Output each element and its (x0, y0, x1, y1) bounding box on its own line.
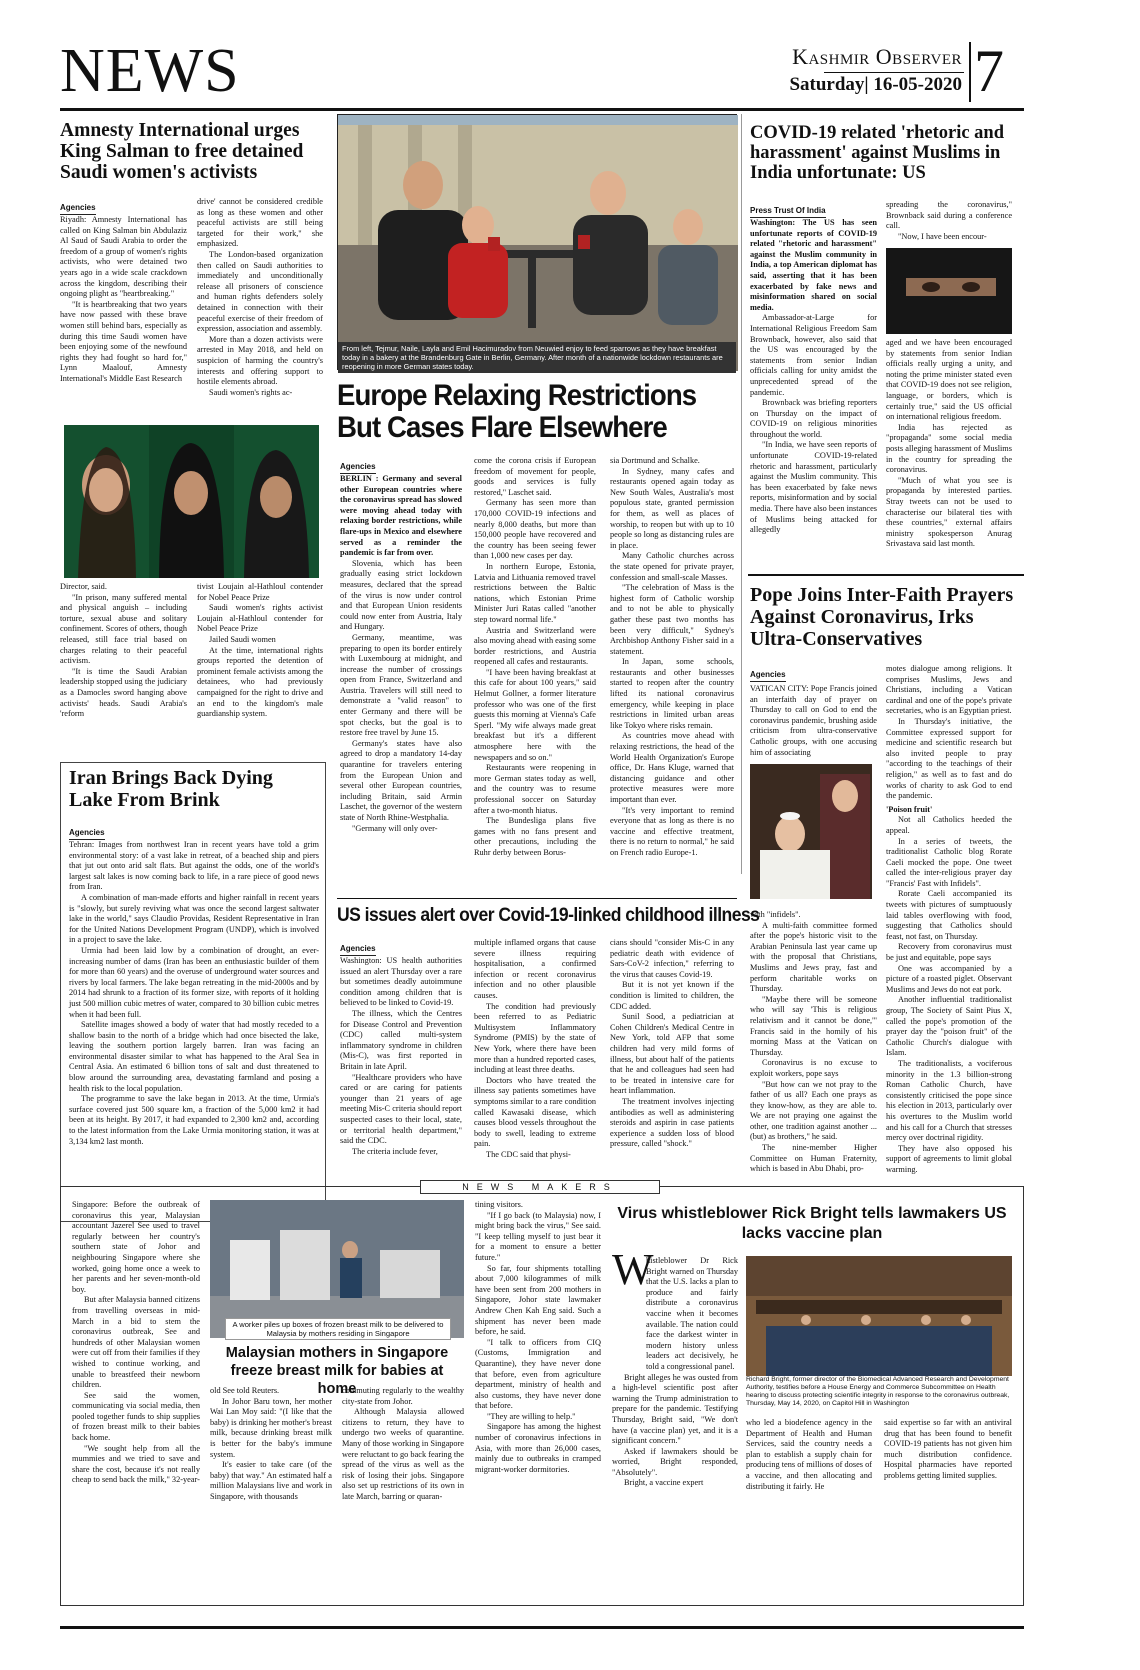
europe-byline: Agencies (340, 462, 376, 474)
paragraph: Ambassador-at-Large for International Religious Freedom Sam Brownback, however, also said that the US was encouraged by the statements from senior Indian officials calling for unity amidst the unprecedented spread of the pandemic. (750, 313, 877, 397)
section-title: NEWS (60, 37, 240, 105)
paragraph: "It's very important to remind everyone that as long as there is no vaccine and effective treatment, there is no return to normal," he said on French radio Europe-1. (610, 805, 734, 857)
paragraph: "The celebration of Mass is the highest form of Catholic worship and to not be able to physically gather these past two months has been very difficult," Sydney's Archbishop Anthony Fisher said in a statement. (610, 583, 734, 656)
paragraph: The nine-member Higher Committee on Human Fraternity, which is based in Abu Dhabi, pro- (750, 1143, 877, 1174)
childhood-col-2 (474, 938, 596, 1174)
paragraph: One was accompanied by a picture of a roasted piglet. Observant Muslims and Jews do not eat pork. (886, 963, 1012, 994)
subhead-text: 'Poison fruit' (886, 804, 933, 814)
paragraph: "In prison, many suffered mental and physical anguish – including torture, sexual abuse and solitary confinement. Scores of others, though released, still face trial based on charges relating to their peaceful activism. (60, 592, 187, 666)
singapore-col-3 (342, 1386, 464, 1596)
covid-muslims-col-2 (886, 338, 1012, 570)
bright-headline: Virus whistleblower Rick Bright tells lawmakers US lacks vaccine plan (617, 1205, 1007, 1242)
paragraph: Recovery from coronavirus must be just and equitable, pope says (886, 942, 1012, 963)
paragraph: Doctors who have treated the illness say patients sometimes have symptoms similar to a rare condition called Kawasaki disease, which causes blood vessels throughout the body to swell, leading to extreme pain. (474, 1075, 596, 1149)
paragraph: "We sought help from all the mummies and we tried to save and share the cost, because it's not really cheap to send back the milk," 32-year- (72, 1443, 200, 1485)
paper-name-underline (824, 72, 964, 73)
paragraph: See said the women, communicating via social media, then pooled together funds to ship supplies of frozen breast milk to their babies back home. (72, 1390, 200, 1443)
paragraph: But it is not yet known if the condition is limited to children, the CDC added. (610, 980, 734, 1011)
berlin-photo-caption: From left, Tejmur, Naile, Layla and Emil Hacimuradov from Neuwied enjoy to feed sparrows as they have breakfast today in a bakery at the Brandenburg Gate in Berlin, Germany. After month of a nationwide lockdown restaurants are reopening in more German states today. (338, 342, 736, 373)
paragraph: In Thursday's initiative, the Committee expressed support for medicine and scientific research but also invited people to pray "according to the teachings of their religion," as well as to fast and do works of charity to ask God to end the pandemic. (886, 716, 1012, 801)
paragraph: The Bundesliga plans five games with no fans present and other precautions, including the Ruhr derby between Borus- (474, 816, 596, 857)
paragraph: Restaurants were reopening in more German states today as well, and the country was to resume professional soccer on Saturday after a two-month hiatus. (474, 763, 596, 815)
paragraph: Jailed Saudi women (209, 634, 276, 644)
masthead-divider (969, 42, 971, 102)
childhood-col-1 (340, 956, 462, 1174)
covid-lead (750, 218, 877, 313)
paragraph: The condition had previously been referred to as Pediatric Multisystem Inflammatory Syndrome (PMIS) by the state of New York, where there have been more than a hundred reported cases, including at least three deaths. (474, 1001, 596, 1075)
paragraph: Satellite images showed a body of water that had mostly receded to a shallow basin to the north of a bridge which had once bisected the lake, leaving the southern portion largely barren. Iran was facing an environmental disaster similar to what has happened to the Aral Sea in Central Asia. An estimated 6 billion tons of salt and dust threatened to blow around the surrounding area, devastating farmland and posing a health risk to the local population. (69, 1020, 319, 1093)
paragraph: The London-based organization then called on Saudi authorities to immediately and unconditionally release all prisoners of conscience and human rights defenders solely detained in connection with their peaceful exercise of their freedom of expression, association and assembly. (197, 249, 323, 334)
paragraph: tivist Loujain al-Hathloul contender for Nobel Peace Prize (197, 582, 323, 602)
paragraph: histleblower Dr Rick Bright warned on Thursday that the U.S. lacks a plan to produce and fairly distribute a coronavirus vaccine when it becomes available. The nation could face the darkest winter in modern history unless leaders act decisively, he told a congressional panel. (646, 1256, 738, 1371)
paragraph: "Maybe there will be someone who will say 'This is religious relativism and it cannot be done,'" Francis said in the homily of his morning Mass at the Vatican on Thursday. (750, 994, 877, 1057)
paragraph: aged and we have been encouraged by statements from senior Indian officials really urging a unity, and noting the prime minister stated even that COVID-19 does not see religion, language, or borders, which is certainly true," said the US official on international religious freedom. (886, 338, 1012, 422)
paragraph: Director, said. (60, 582, 107, 591)
right-column-rule (741, 114, 742, 874)
paragraph: old See told Reuters. (210, 1386, 280, 1395)
childhood-byline-wrap (340, 938, 376, 956)
paragraph: Germany has seen more than 170,000 COVID-19 infections and nearly 8,000 deaths, but more than 150,000 people have recovered and the country has been seeing fewer than 1,000 new cases per day. (474, 498, 596, 561)
amnesty-headline: Amnesty International urges King Salman to free detained Saudi women's activists (60, 120, 304, 184)
paragraph: Bright alleges he was ousted from a high-level scientific post after warning the Trump administration to prepare for the pandemic. Testifying Thursday, Bright said, "We don't have (a vaccine plan) yet, and it is a significant concern." (612, 1372, 738, 1446)
veil-illustration (886, 248, 1012, 334)
amnesty-col-2 (197, 197, 323, 417)
singapore-headline: Malaysian mothers in Singapore freeze breast milk for babies at home (225, 1345, 449, 1397)
paragraph: Bright, a vaccine expert (624, 1478, 704, 1488)
pope-photo (750, 764, 872, 899)
paragraph: A combination of man-made efforts and higher rainfall in recent years is "slowly, but surely reviving what was once the second largest saltwater lake in the world," says Claudio Providas, Resident Representative in Iran for the United Nations Development Program (UNDP), which is involved in a project to save the lake. (69, 892, 319, 945)
paragraph: spreading the coronavirus," Brownback said during a conference call. (886, 200, 1012, 231)
paragraph: Slovenia, which has been gradually easing strict lockdown measures, declared that the spread of the virus is now under control and that European Union residents could now enter from Austria, Italy and Hungary. (340, 558, 462, 632)
paragraph: Riyadh: Amnesty International has called on King Salman bin Abdulaziz Al Saud of Saudi Arabia to order the freedom of a group of women's rights activists, who were detained two years ago in a wide scale crackdown across the kingdom, describing their ongoing plight as "heartbreaking." (60, 215, 187, 299)
singapore-intro (72, 1200, 200, 1600)
cafe-illustration (338, 115, 738, 371)
bright-col-1 (612, 1256, 738, 1596)
berlin-cafe-photo (337, 114, 737, 370)
paragraph: "If I go back (to Malaysia) now, I might bring back the virus," See said. "I keep telling myself to just bear it for a moment to ensure a better future." (475, 1210, 601, 1262)
pope-headline: Pope Joins Inter-Faith Prayers Against Coronavirus, Irks Ultra-Conservatives (750, 584, 1014, 650)
paragraph: The criteria include fever, (352, 1146, 438, 1156)
paragraph: The programme to save the lake began in 2013. At the time, Urmia's surface covered just 500 square km, a fraction of the 5,000 km2 it had been at its height. By 2017, it had expanded to 2,300 km2 and, according to the latest information from the Lake Urmia monitoring station, it was at 3,134 km2 last month. (69, 1094, 319, 1146)
covid-muslims-col-2-top (886, 200, 1012, 240)
paragraph: At the time, international rights groups reported the detention of prominent female activists among the detainees, who had previously campaigned for the right to drive and an end to the kingdom's male guardianship system. (197, 645, 323, 719)
paragraph: multiple inflamed organs that cause severe illness requiring hospitalisation, a confirmed infection or recent coronavirus infection and no other plausible causes. (474, 938, 596, 1000)
amnesty-col-4 (197, 582, 323, 722)
paragraph: Another influential traditionalist group, The Society of Saint Pius X, called the pope's promotion of the prayer day the "poison fruit" of the Catholic Church's dialogue with Islam. (886, 995, 1012, 1058)
paragraph: said expertise so far with an antiviral drug that has been found to benefit COVID-19 patients has not given him much distribution confidence. Hospital pharmacies have reported problems getting limited supplies. (884, 1418, 1012, 1480)
paragraph: In Sydney, many cafes and restaurants opened again today as New South Wales, Australia's most populous state, granted permission for them, as well as places of worship, to reopen but with up to 10 people so long as distancing rules are in place. (610, 466, 734, 550)
amnesty-byline-wrap (60, 197, 96, 215)
hearing-caption: Richard Bright, former director of the Biomedical Advanced Research and Development Authority, testifies before a House Energy and Commerce Subcommittee on Health hearing to discuss protecting scientific integrity in response to the coronavirus outbreak, Thursday, May 14, 2020, on Capitol Hill in Washington (746, 1376, 1012, 1408)
iran-byline-wrap (69, 822, 105, 840)
paragraph: Austria and Switzerland were also moving ahead with easing some border restrictions, and Austria reopened all cafes and restaurants. (474, 625, 596, 667)
paragraph: with "infidels". (750, 910, 801, 919)
childhood-col-3 (610, 938, 734, 1174)
paragraph: Although Malaysia allowed citizens to return, they have to undergo two weeks of quarantine. Many of those working in Singapore were reluctant to go back fearing the spread of the virus as well as the risk of losing their jobs. Singapore also set up restrictions of its own in late March, barring or quaran- (342, 1407, 464, 1501)
paragraph: A multi-faith committee formed after the pope's historic visit to the Arabian Peninsula last year came up with the proposal that Christians, Muslims and Jews pray, fast and perform charitable works on Thursday. (750, 920, 877, 994)
paragraph: "Much of what you see is propaganda by interested parties. Stray tweets can not be used to characterise our bilateral ties with these countries," external affairs ministry spokesperson Anurag Srivastava said last month. (886, 475, 1012, 549)
europe-headline: Europe Relaxing Restrictions But Cases Flare Elsewhere (337, 379, 697, 444)
childhood-headline: US issues alert over Covid-19-linked childhood illness (337, 904, 760, 926)
iran-byline: Agencies (69, 828, 105, 840)
section-rule (748, 574, 1024, 576)
pope-illustration (750, 764, 872, 899)
issue-date: Saturday| 16-05-2020 (789, 74, 962, 95)
breast-milk-caption: A worker piles up boxes of frozen breast milk to be delivered to Malaysia by mothers residing in Singapore (225, 1318, 451, 1340)
paragraph: "Healthcare providers who have cared or are caring for patients younger than 21 years of age meeting Mis-C criteria should report suspected cases to their local, state, or territorial health department," said the CDC. (340, 1072, 462, 1146)
iran-headline: Iran Brings Back Dying Lake From Brink (69, 767, 273, 811)
paragraph: motes dialogue among religions. It comprises Muslims, Jews and Christians, including a Vatican cardinal and one of the pope's private secretaries, who is an Egyptian priest. (886, 664, 1012, 716)
pope-col-2 (886, 664, 1012, 1174)
paragraph: Sunil Sood, a pediatrician at Cohen Children's Medical Centre in New York, told AFP that some children had very mild forms of illness, but about half of the patients that he and colleagues had seen had to be treated in intensive care for heart inflammation. (610, 1012, 734, 1096)
paragraph: "I have been having breakfast at this cafe for about 100 years," said Helmut Gollner, a former literature professor who was one of the first guests this morning at Vienna's Cafe Sperl. "My wife always made great breakfast but it's a different atmosphere here with the newspapers and so on." (474, 667, 596, 762)
paragraph: "It is heartbreaking that two years have now passed with these brave women still behind bars, especially as during this time Saudi women have been enjoying some of the newfound rights they had fought so hard for," Lynn Maalouf, Amnesty International's Middle East Research (60, 299, 187, 383)
lead-text: BERLIN : Germany and several other European countries where the coronavirus spread has slowed were moving ahead today with relaxing border restrictions, while flare-ups in Mexico and elsewhere served as a reminder the pandemic is far from over. (340, 474, 462, 558)
newsmakers-label: NEWS MAKERS (420, 1180, 660, 1194)
covid-muslims-headline: COVID-19 related 'rhetoric and harassment' against Muslims in India unfortunate: US (750, 123, 1004, 183)
footer-rule (60, 1626, 1024, 1629)
amnesty-col-3 (60, 582, 187, 722)
portraits-illustration (64, 425, 319, 578)
paragraph: The traditionalists, a vociferous minority in the 1.3 billion-strong Roman Catholic Church, have consistently criticised the pope since his election in 2013, particularly over his overtures to the Muslim world and his call for a Church that stresses mercy over doctrinal rigidity. (886, 1058, 1012, 1143)
page-number: 7 (974, 38, 1004, 104)
paragraph: In Japan, some schools, restaurants and other businesses started to reopen after the country lifted its national coronavirus emergency, while keeping in place restrictions in limited urban areas like Tokyo where risks remain. (610, 657, 734, 730)
europe-col-1 (340, 474, 462, 890)
amnesty-col-1 (60, 215, 187, 415)
hearing-illustration (746, 1256, 1012, 1376)
paragraph: Saudi women's rights activist Loujain al-Hathloul contender for Nobel Peace Prize (197, 603, 323, 634)
paragraph: Germany's states have also agreed to drop a mandatory 14-day quarantine for travelers entering from the European Union and several other European countries, including Britain, said Armin Laschet, the governor of the western state of North Rhine-Westphalia. (340, 738, 462, 822)
paragraph: Coronavirus is no excuse to exploit workers, pope says (750, 1058, 877, 1078)
paragraph: Tehran: Images from northwest Iran in recent years have told a grim environmental story: of a vast lake in retreat, of a beached ship and piers that jut out onto arid salt flats. But against the odds, one of the world's largest salt lakes is now coming back to life, in a rare piece of good news from Iran. (69, 840, 319, 892)
pope-byline-wrap (750, 664, 786, 682)
paragraph: It's easier to take care (of the baby) that way." An estimated half a million Malaysians live and work in Singapore, with thousands (210, 1460, 332, 1501)
paragraph: India has rejected as "propaganda" some social media posts alleging harassment of Muslims in the country for spreading the coronavirus. (886, 422, 1012, 475)
paragraph: cians should "consider Mis-C in any pediatric death with evidence of Sars-CoV-2 infection," referring to the virus that causes Covid-19. (610, 938, 734, 979)
paragraph: In a series of tweets, the traditionalist Catholic blog Rorate Caeli mocked the pope. One tweet called the inter-religious prayer day "Francis' Fast with Infidels". (886, 836, 1012, 888)
paper-name: Kashmir Observer (792, 44, 962, 69)
paragraph: Singapore: Before the outbreak of coronavirus this year, Malaysian accountant Jazerel See used to travel regularly between her country's southern state of Johor and neighbouring Singapore where she worked, going home once a week to her parents and her seven-month-old boy. (72, 1200, 200, 1294)
paragraph: "I talk to officers from CIQ (Customs, Immigration and Quarantine), they have never done that before, even from agriculture department, ministry of health and also customs, they have never done that before. (475, 1337, 601, 1411)
paragraph: But after Malaysia banned citizens from travelling overseas in mid-March in a bid to stem the coronavirus outbreak, See and hundreds of other Malaysian women were cut off from their families if they wished to continue working, and unable to breastfeed their newborn children. (72, 1295, 200, 1390)
paragraph: Brownback was briefing reporters on Thursday on the impact of COVID-19 on religious minorities throughout the world. (750, 398, 877, 439)
amnesty-byline: Agencies (60, 203, 96, 215)
paragraph: Germany, meantime, was preparing to open its border entirely with Luxembourg at midnight, and increase the number of crossings open from France, Switzerland and Austria. Travelers will still need to demonstrate a "valid reason" to enter Germany and there will be spot checks, but the goal is to restore free travel by June 15. (340, 632, 462, 738)
pope-col-1b (750, 910, 877, 1172)
paragraph: As countries move ahead with relaxing restrictions, the head of the World Health Organization's Europe office, Dr. Hans Kluge, warned that distancing guidance and other protective measures were more important than ever. (610, 731, 734, 804)
paragraph: In northern Europe, Estonia, Latvia and Lithuania removed travel restrictions between the Baltic nations, which Estonian Prime Minister Juri Ratas called "another step toward normal life." (474, 561, 596, 624)
covid-byline-wrap (750, 200, 826, 218)
paragraph: "In India, we have seen reports of unfortunate COVID-19-related rhetoric and harassment, particularly against the Muslim community. This has been exacerbated by fake news reports, misinformation and by social media. There have also been instances of Muslims being attacked for allegedly (750, 440, 878, 535)
paragraph: Asked if lawmakers should be worried, Bright responded, "Absolutely". (612, 1446, 738, 1477)
pope-byline: Agencies (750, 670, 786, 682)
paragraph: They have also opposed his support of agreements to limit global warming. (886, 1143, 1012, 1174)
paragraph: Washington: US health authorities issued an alert Thursday over a rare but sometimes deadly autoimmune condition among children that is believed to be linked to Covid-19. (340, 956, 462, 1008)
pope-subhead (886, 805, 1012, 816)
europe-col-2 (474, 456, 596, 890)
paragraph: sia Dortmund and Schalke. (610, 456, 700, 465)
paragraph: Not all Catholics heeded the appeal. (886, 815, 1012, 835)
paragraph: VATICAN CITY: Pope Francis joined an interfaith day of prayer on Thursday to call on God to end the coronavirus pandemic, brushing aside criticism from ultra-conservative Catholic groups, with one accusing him of associating (750, 684, 877, 757)
paragraph: Saudi women's rights ac- (209, 387, 293, 397)
paragraph: Singapore has among the highest number of coronavirus infections in Asia, with more than 26,000 cases, mainly due to outbreaks in cramped migrant-worker dormitories. (475, 1422, 601, 1474)
paragraph: The CDC said that physi- (486, 1149, 571, 1159)
paragraph: commuting regularly to the wealthy city-state from Johor. (342, 1386, 464, 1406)
singapore-col-2 (210, 1386, 332, 1596)
saudi-activists-photo (64, 425, 319, 578)
pope-col-1 (750, 684, 877, 757)
paragraph: "It is time the Saudi Arabian leadership stopped using the judiciary as a Damocles sword hanging above activists' heads. Saudi Arabia's 'reform (60, 666, 187, 719)
paragraph: Urmia had been laid low by a combination of drought, an ever-increasing number of dams (Iran has been an enthusiastic builder of them for more than 60 years) and the overuse of underground water sources and rivers by local farmers. The lake began retreating in the mid-2000s and by 2014 had shrunk to a fraction of its former size, with reports of it holding just 500 million cubic metres of water, compared to 30 billion cubic metres when it had been full. (69, 945, 319, 1019)
europe-col-3 (610, 456, 734, 890)
paragraph: drive' cannot be considered credible as long as these women and other peaceful activists are still being targeted for their work," she emphasized. (197, 197, 323, 249)
paragraph: So far, four shipments totalling about 7,000 kilogrammes of milk have been sent from 200 mothers in Singapore, Johor state lawmaker Andrew Chen Kah Eng said. Such a shipment has never been made before, he said. (475, 1263, 601, 1337)
paragraph: More than a dozen activists were arrested in May 2018, and held on suspicion of harming the country's interests and offering support to hostile elements abroad. (197, 334, 323, 387)
paragraph: "Germany will only over- (352, 823, 438, 833)
paragraph: The illness, which the Centres for Disease Control and Prevention (CDC) called multi-system inflammatory syndrome in children (Mis-C), was first reported in Britain in late April. (340, 1008, 462, 1071)
paragraph: In Johor Baru town, her mother Wai Lan Moy said: "(I like that the baby) is drinking her mother's breast milk, because drinking breast milk is better for the baby's immune system. (210, 1396, 332, 1459)
paragraph: who led a biodefence agency in the Department of Health and Human Services, said the country needs a plan to establish a supply chain for producing tens of millions of doses of a vaccine, and then allocating and distributing it fairly. He (746, 1418, 872, 1491)
paragraph: Many Catholic churches across the state opened for private prayer, confession and small-scale Masses. (610, 551, 734, 582)
paragraph: come the corona crisis if European freedom of movement for people, goods and services is fully restored," Laschet said. (474, 456, 596, 497)
europe-byline-wrap (340, 456, 376, 474)
lead-text: Washington: The US has seen unfortunate reports of COVID-19 related "rhetoric and harassment" against the Muslim community in India, a top American diplomat has said, asserting that it has been exacerbated by fake news and misinformation shared on social media. (750, 218, 877, 312)
paragraph: tining visitors. (475, 1200, 523, 1209)
europe-lead (340, 474, 462, 559)
iran-body (69, 840, 319, 1216)
paragraph: The treatment involves injecting antibodies as well as administering steroids and aspirin in case patients experience a sudden loss of blood pressure, called "shock." (610, 1096, 734, 1149)
bright-col-3 (884, 1418, 1012, 1596)
paragraph: "They are willing to help." (487, 1411, 576, 1421)
section-rule (337, 898, 737, 899)
masthead-rule (60, 108, 1024, 111)
covid-muslims-col-1 (750, 218, 877, 568)
bright-col-2 (746, 1418, 872, 1596)
hearing-photo (746, 1256, 1012, 1376)
paragraph: "But how can we not pray to the father of us all? Each one prays as they know-how, as they are able to. We are not praying one against the other, one tradition against another ... (but) as brothers," he said. (750, 1079, 877, 1142)
covid-muslims-byline: Press Trust Of India (750, 206, 826, 218)
veiled-woman-photo (886, 248, 1012, 334)
singapore-col-4 (475, 1200, 601, 1596)
childhood-byline: Agencies (340, 944, 376, 956)
bright-dropcap: W (612, 1245, 654, 1294)
paragraph: "Now, I have been encour- (898, 231, 987, 241)
paragraph: Rorate Caeli accompanied its tweets with pictures of sumptuously laid tables overflowing with food, suggesting that Catholics should feast, not fast, on Thursday. (886, 889, 1012, 941)
